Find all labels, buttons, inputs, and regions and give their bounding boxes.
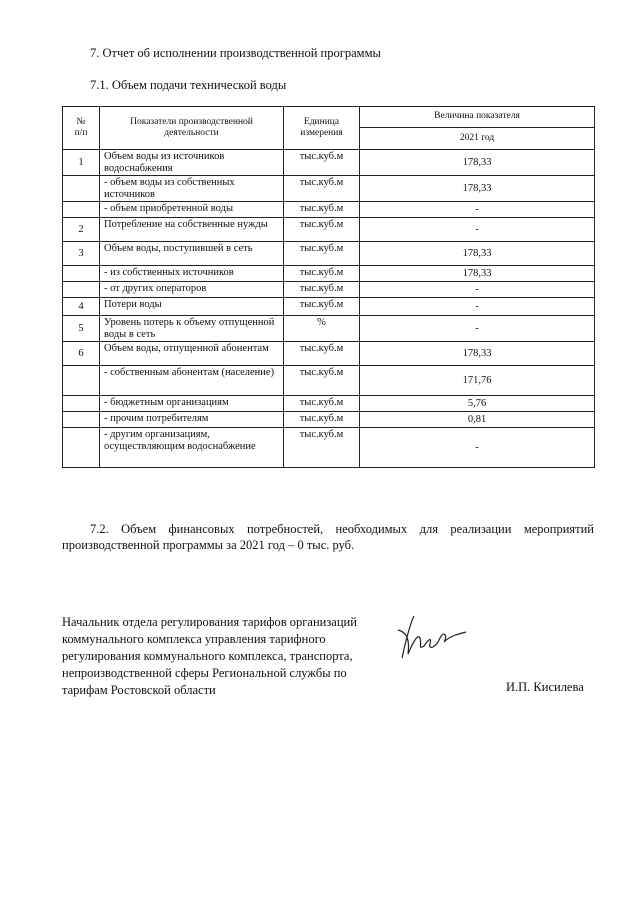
row-value: 178,33 bbox=[360, 266, 595, 282]
row-value: 178,33 bbox=[360, 150, 595, 176]
row-unit: тыс.куб.м bbox=[284, 202, 360, 218]
row-unit: тыс.куб.м bbox=[284, 428, 360, 468]
row-indicator: - прочим потребителям bbox=[100, 412, 284, 428]
row-number bbox=[63, 266, 100, 282]
col-unit-header: Единица измерения bbox=[284, 107, 360, 150]
row-value: 178,33 bbox=[360, 242, 595, 266]
row-number: 1 bbox=[63, 150, 100, 176]
row-unit: тыс.куб.м bbox=[284, 218, 360, 242]
row-indicator: Объем воды из источников водоснабжения bbox=[100, 150, 284, 176]
row-unit: % bbox=[284, 316, 360, 342]
row-unit: тыс.куб.м bbox=[284, 176, 360, 202]
row-indicator: - бюджетным организациям bbox=[100, 396, 284, 412]
table-row bbox=[63, 150, 595, 176]
section-heading: 7. Отчет об исполнении производственной программы bbox=[90, 46, 381, 60]
table-row bbox=[63, 316, 595, 342]
row-value: - bbox=[360, 298, 595, 316]
row-indicator: Потребление на собственные нужды bbox=[100, 218, 284, 242]
row-number bbox=[63, 366, 100, 396]
row-number bbox=[63, 282, 100, 298]
table-row bbox=[63, 282, 595, 298]
financial-needs-paragraph: 7.2. Объем финансовых потребностей, необходимых для реализации мероприятий производственной программы за 2021 год – 0 тыс. руб. bbox=[62, 522, 594, 552]
row-unit: тыс.куб.м bbox=[284, 242, 360, 266]
row-indicator: - от других операторов bbox=[100, 282, 284, 298]
row-value: - bbox=[360, 202, 595, 218]
table-row bbox=[63, 396, 595, 412]
table-row bbox=[63, 176, 595, 202]
row-indicator: - собственным абонентам (население) bbox=[100, 366, 284, 396]
row-value: - bbox=[360, 428, 595, 468]
row-indicator: Объем воды, поступившей в сеть bbox=[100, 242, 284, 266]
row-value: 0,81 bbox=[360, 412, 595, 428]
row-indicator: Уровень потерь к объему отпущенной воды в сеть bbox=[100, 316, 284, 342]
row-indicator: - другим организациям, осуществляющим водоснабжение bbox=[100, 428, 284, 468]
row-unit: тыс.куб.м bbox=[284, 150, 360, 176]
table-row bbox=[63, 242, 595, 266]
row-indicator: Объем воды, отпущенной абонентам bbox=[100, 342, 284, 366]
col-year-header: 2021 год bbox=[360, 128, 595, 150]
table-row bbox=[63, 342, 595, 366]
row-number: 4 bbox=[63, 298, 100, 316]
row-value: 178,33 bbox=[360, 342, 595, 366]
col-name-header: Показатели производственной деятельности bbox=[100, 107, 284, 150]
row-unit: тыс.куб.м bbox=[284, 396, 360, 412]
row-value: - bbox=[360, 218, 595, 242]
water-supply-table bbox=[62, 106, 595, 468]
row-unit: тыс.куб.м bbox=[284, 412, 360, 428]
row-number bbox=[63, 412, 100, 428]
row-number: 2 bbox=[63, 218, 100, 242]
row-unit: тыс.куб.м bbox=[284, 282, 360, 298]
row-number: 6 bbox=[63, 342, 100, 366]
table-body bbox=[63, 150, 595, 468]
signature-block-title: Начальник отдела регулирования тарифов организаций коммунального комплекса управления тарифного регулирования коммунального комплекса, транспорта, непроизводственной сферы Региональной службы по тарифам Ростовской области bbox=[62, 615, 357, 697]
row-value: - bbox=[360, 282, 595, 298]
row-number bbox=[63, 202, 100, 218]
table-row bbox=[63, 218, 595, 242]
row-indicator: - объем приобретенной воды bbox=[100, 202, 284, 218]
row-unit: тыс.куб.м bbox=[284, 342, 360, 366]
row-unit: тыс.куб.м bbox=[284, 266, 360, 282]
row-number: 3 bbox=[63, 242, 100, 266]
row-value: - bbox=[360, 316, 595, 342]
table-row bbox=[63, 202, 595, 218]
col-value-header: Величина показателя bbox=[360, 107, 595, 128]
row-number bbox=[63, 396, 100, 412]
row-unit: тыс.куб.м bbox=[284, 298, 360, 316]
table-row bbox=[63, 298, 595, 316]
handwritten-signature bbox=[392, 610, 472, 666]
signer-name: И.П. Кисилева bbox=[506, 680, 584, 694]
row-value: 5,76 bbox=[360, 396, 595, 412]
subsection-heading: 7.1. Объем подачи технической воды bbox=[90, 78, 287, 92]
table-row bbox=[63, 366, 595, 396]
row-indicator: - из собственных источников bbox=[100, 266, 284, 282]
row-number: 5 bbox=[63, 316, 100, 342]
col-num-header: № п/п bbox=[63, 107, 100, 150]
row-unit: тыс.куб.м bbox=[284, 366, 360, 396]
row-indicator: - объем воды из собственных источников bbox=[100, 176, 284, 202]
row-number bbox=[63, 176, 100, 202]
table-row bbox=[63, 266, 595, 282]
row-number bbox=[63, 428, 100, 468]
table-row bbox=[63, 428, 595, 468]
row-value: 178,33 bbox=[360, 176, 595, 202]
table-row bbox=[63, 412, 595, 428]
row-indicator: Потери воды bbox=[100, 298, 284, 316]
row-value: 171,76 bbox=[360, 366, 595, 396]
